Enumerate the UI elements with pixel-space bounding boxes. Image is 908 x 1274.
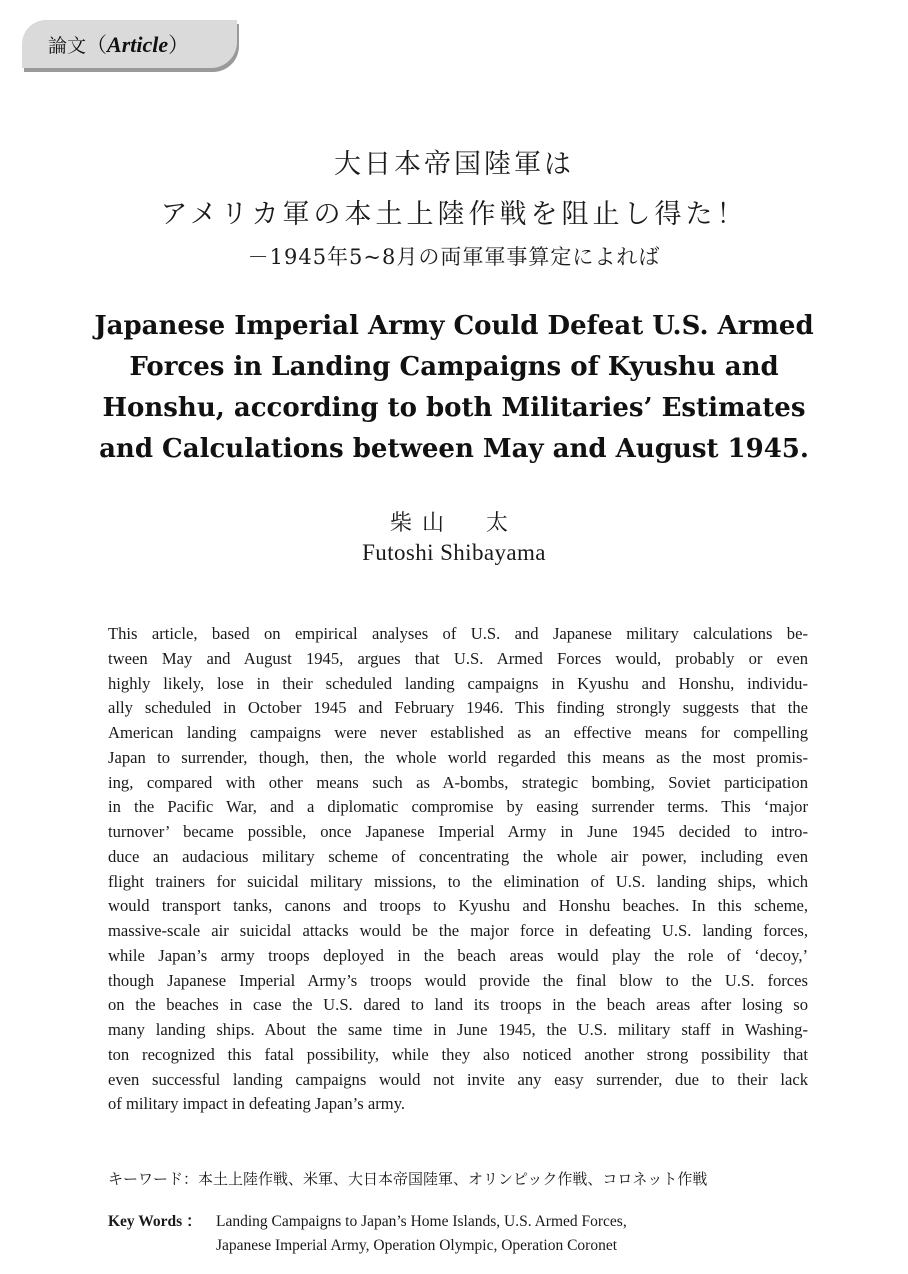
- abstract-line: ally scheduled in October 1945 and February 1946. This finding strongly suggests that the: [108, 698, 808, 718]
- article-type-en: Article: [107, 32, 169, 57]
- article-type-label: 論文（Article）: [48, 32, 190, 57]
- title-en-line: Japanese Imperial Army Could Defeat U.S. Armed: [94, 311, 814, 341]
- abstract-line: ton recognized this fatal possibility, while they also noticed another strong possibility that: [108, 1044, 808, 1064]
- title-ja-line-1: 大日本帝国陸軍は: [334, 149, 574, 180]
- abstract-line: flight trainers for suicidal military missions, to the elimination of U.S. landing ships, which: [108, 871, 808, 891]
- keywords-en-line-1: Landing Campaigns to Japan’s Home Islands, U.S. Armed Forces,: [216, 1213, 627, 1230]
- title-en-line: Honshu, according to both Militaries’ Estimates: [102, 393, 806, 423]
- keywords-ja-value: 本土上陸作戦、米軍、大日本帝国陸軍、オリンピック作戦、コロネット作戦: [198, 1170, 708, 1188]
- keywords-ja: [108, 1168, 828, 1189]
- abstract-line: many landing ships. About the same time in June 1945, the U.S. military staff in Washing-: [108, 1020, 808, 1039]
- abstract-line: of military impact in defeating Japan’s army.: [108, 1094, 406, 1114]
- abstract-line: highly likely, lose in their scheduled landing campaigns in Kyushu and Honshu, individu-: [108, 673, 808, 693]
- keywords-en-label: Key Words ：: [108, 1213, 202, 1230]
- keywords-ja-label: キーワード：: [108, 1170, 199, 1188]
- title-ja-subtitle: －1945年5~8月の両軍軍事算定によれば: [247, 245, 661, 269]
- abstract-line: in the Pacific War, and a diplomatic compromise by easing surrender terms. This ‘major: [108, 797, 808, 817]
- author-name-ja: 柴山 太: [389, 511, 518, 536]
- title-ja-line-2: アメリカ軍の本土上陸作戦を阻止し得た！: [160, 199, 748, 230]
- abstract-line: American landing campaigns were never established as an effective means for compelling: [108, 723, 808, 742]
- article-type-ja: 論文: [48, 35, 87, 57]
- abstract-line: duce an audacious military scheme of concentrating the whole air power, including even: [108, 846, 808, 866]
- abstract-line: turnover’ became possible, once Japanese Imperial Army in June 1945 decided to intro-: [108, 822, 808, 841]
- keywords-en-line-2: Japanese Imperial Army, Operation Olympic, Operation Coronet: [216, 1237, 618, 1254]
- title-en: [0, 306, 908, 470]
- abstract-line: on the beaches in case the U.S. dared to land its troops in the beach areas after losing so: [108, 995, 808, 1015]
- title-en-line: Forces in Landing Campaigns of Kyushu and: [129, 352, 779, 382]
- abstract-line: would transport tanks, canons and troops to Kyushu and Honshu beaches. In this scheme,: [108, 896, 808, 916]
- abstract-line: massive-scale air suicidal attacks would be the major force in defeating U.S. landing forces,: [108, 921, 808, 940]
- abstract-line: ing, compared with other means such as A-bombs, strategic bombing, Soviet participation: [108, 772, 808, 792]
- abstract: [108, 622, 808, 1117]
- abstract-line: though Japanese Imperial Army’s troops would provide the final blow to the U.S. forces: [108, 970, 808, 990]
- abstract-line: even successful landing campaigns would not invite any easy surrender, due to their lack: [108, 1069, 808, 1089]
- abstract-line: Japan to surrender, though, then, the whole world regarded this means as the most promis-: [108, 747, 808, 767]
- abstract-line: while Japan’s army troops deployed in the beach areas would play the role of ‘decoy,’: [108, 945, 808, 965]
- title-en-line: and Calculations between May and August 1945.: [99, 434, 809, 464]
- abstract-line: tween May and August 1945, argues that U.S. Armed Forces would, probably or even: [108, 648, 808, 668]
- abstract-line: This article, based on empirical analyses of U.S. and Japanese military calculations be-: [108, 624, 808, 643]
- author-name-en: Futoshi Shibayama: [362, 540, 546, 565]
- article-type-tab: [22, 20, 237, 68]
